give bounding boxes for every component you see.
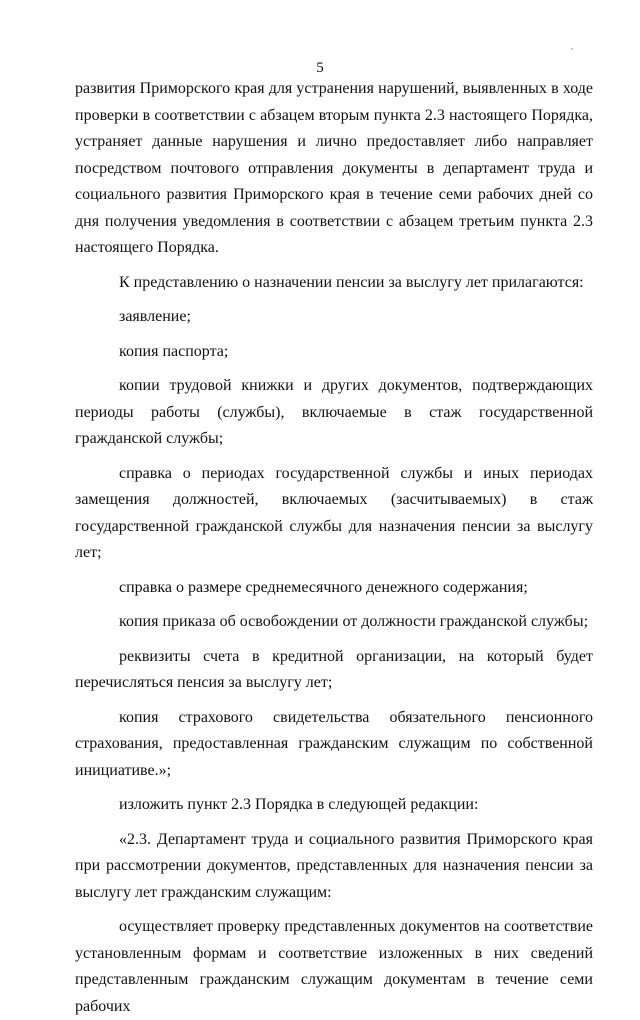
paragraph-continuation: развития Приморского края для устранения нарушений, выявленных в ходе проверки в соответствии с абзацем вторым пункта 2.3 настоящего Порядка, устраняет данные нарушения и лично предоставляет либо направляет посредством почтового отправления документы в департамент труда и социального развития Приморского края в течение семи рабочих дней со дня получения уведомления в соответствии с абзацем третьим пункта 2.3 настоящего Порядка. bbox=[75, 80, 593, 256]
paragraph-list-item: копии трудовой книжки и других документов, подтверждающих периоды работы (службы), включаемые в стаж государственной гражданской службы; bbox=[75, 377, 593, 447]
page-number: 5 bbox=[316, 60, 324, 76]
paragraph-list-item: справка о периодах государственной службы и иных периодах замещения должностей, включаемых (засчитываемых) в стаж государственной гражданской службы для назначения пенсии за выслугу лет; bbox=[75, 464, 593, 561]
paragraph-attachments-intro: К представлению о назначении пенсии за выслугу лет прилагаются: bbox=[119, 273, 584, 291]
scan-speck bbox=[571, 48, 573, 50]
paragraph-clause-2-3: «2.3. Департамент труда и социального развития Приморского края при рассмотрении документов, представленных для назначения пенсии за выслугу лет гражданским служащим: bbox=[75, 830, 593, 901]
paragraph-list-item: копия паспорта; bbox=[119, 342, 229, 360]
paragraph-amendment-instruction: изложить пункт 2.3 Порядка в следующей редакции: bbox=[119, 796, 479, 813]
paragraph-list-item: заявление; bbox=[119, 308, 191, 325]
paragraph-clause-2-3-item: осуществляет проверку представленных документов на соответствие установленным формам и соответствие изложенных в них сведений представленным гражданским служащим документам в течение семи рабочих bbox=[75, 918, 593, 1015]
paragraph-list-item: справка о размере среднемесячного денежного содержания; bbox=[119, 578, 528, 596]
document-body bbox=[75, 76, 593, 1020]
paragraph-list-item: реквизиты счета в кредитной организации, на который будет перечисляться пенсия за выслугу лет; bbox=[75, 647, 593, 691]
paragraph-list-item: копия приказа об освобождении от должности гражданской службы; bbox=[119, 613, 589, 630]
paragraph-list-item: копия страхового свидетельства обязательного пенсионного страхования, предоставленная гражданским служащим по собственной инициативе.»; bbox=[75, 708, 593, 779]
